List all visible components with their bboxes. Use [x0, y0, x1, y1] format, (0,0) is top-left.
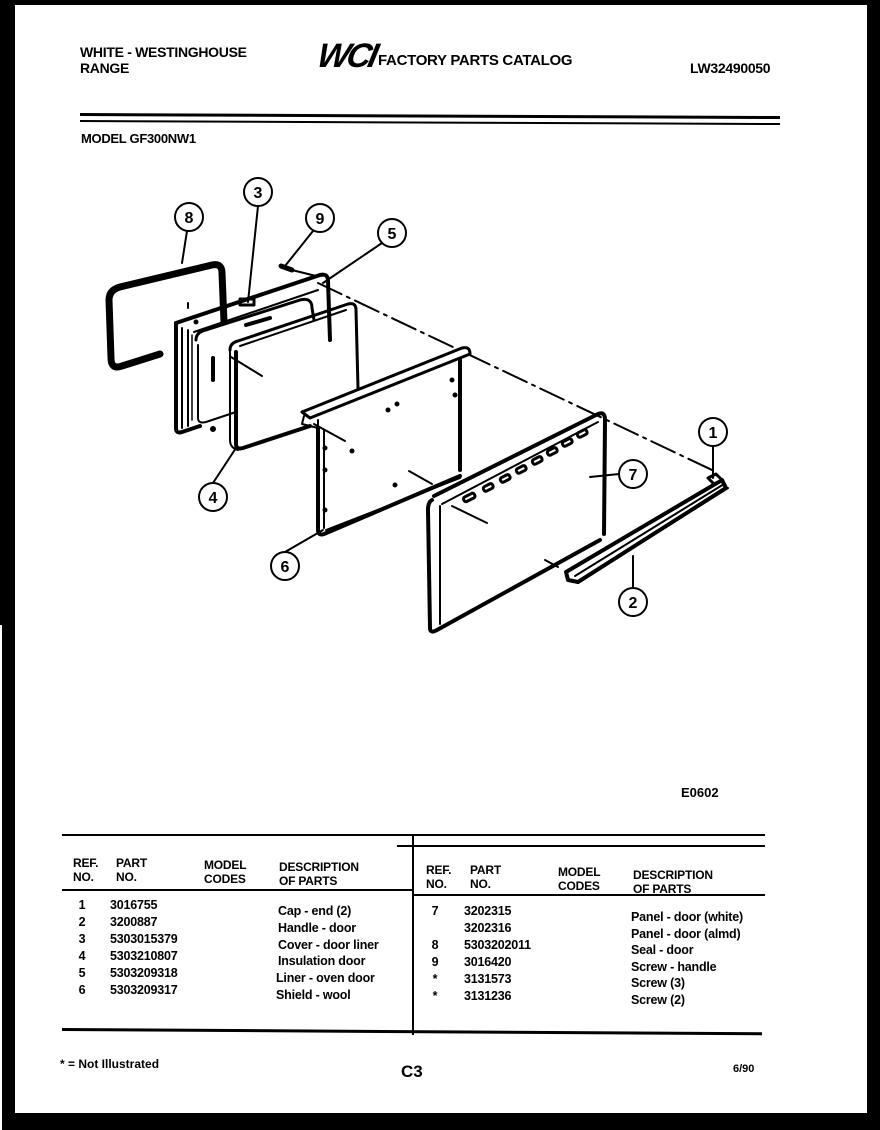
callout-3: [244, 178, 272, 206]
part-9-handle-screw: [281, 266, 316, 276]
svg-text:2: 2: [628, 595, 638, 612]
catalog-page: WHITE - WESTINGHOUSE RANGE WCI FACTORY PARTS CATALOG LW32490050 MODEL GF300NW1 1 2 3 4 5 6 7 8 9 E0602 REF. NO. PART NO. MODEL CODES DESCRIPTION OF PARTS 1 3016755 Cap - end (2) 2 3200887 Handle - door 3 5303015379 Cover - door liner 4 5303210807 Insulation door 5 5303209318 Liner - oven door 6 5303209317 Shield - wool REF. NO. PART NO. MODEL CODES DESCRIPTION OF PARTS 7 3202315 Panel - door (white) 3202316 Panel - door (almd) 8 5303202011 Seal - door 9 3016420 Screw - handle * 3131573 Screw (3) * 3131236 Screw (2) * = Not Illustrated C3 6/90: [15, 5, 867, 1113]
product-label: RANGE: [80, 60, 130, 76]
left-col-part-header: PART NO.: [116, 856, 147, 884]
manufacturer-label: WHITE - WESTINGHOUSE: [80, 44, 247, 60]
callout-1: [699, 418, 727, 446]
left-col-desc-header: DESCRIPTION OF PARTS: [279, 860, 359, 888]
right-col-ref-header: REF. NO.: [426, 863, 452, 891]
catalog-title: FACTORY PARTS CATALOG: [378, 52, 573, 69]
svg-text:8: 8: [184, 210, 194, 227]
right-col-desc-header: DESCRIPTION OF PARTS: [633, 868, 713, 896]
left-col-model-header: MODEL CODES: [204, 858, 247, 886]
page-code: C3: [401, 1062, 423, 1081]
table-center-divider: [412, 835, 414, 1035]
part-2-door-handle: [566, 480, 728, 582]
svg-text:4: 4: [208, 490, 218, 507]
callout-8: [175, 203, 203, 231]
figure-id: E0602: [681, 785, 719, 800]
callout-2: [619, 588, 647, 616]
not-illustrated-note: * = Not Illustrated: [60, 1057, 160, 1071]
part-8-door-seal: [109, 265, 224, 367]
svg-text:6: 6: [280, 559, 290, 576]
part-1-end-cap: [708, 474, 722, 484]
model-label: MODEL GF300NW1: [81, 131, 196, 146]
left-header-rule: [62, 889, 414, 891]
part-6-shield-wool: [302, 348, 470, 535]
svg-text:7: 7: [628, 467, 638, 484]
left-col-ref-header: REF. NO.: [73, 856, 99, 884]
table-top-rule-right: [397, 845, 765, 847]
revision-date: 6/90: [733, 1063, 755, 1075]
callout-6: [271, 552, 299, 580]
callout-5: [378, 219, 406, 247]
catalog-number: LW32490050: [690, 60, 771, 76]
svg-text:1: 1: [708, 425, 718, 442]
svg-text:5: 5: [387, 226, 397, 243]
callout-9: [306, 204, 334, 232]
right-col-part-header: PART NO.: [470, 863, 501, 891]
svg-text:3: 3: [253, 185, 263, 202]
callout-4: [199, 483, 227, 511]
part-7-door-panel: [428, 413, 605, 631]
wci-logo: WCI: [313, 37, 380, 75]
callout-7: [619, 460, 647, 488]
right-col-model-header: MODEL CODES: [558, 865, 601, 893]
svg-text:9: 9: [315, 211, 325, 228]
